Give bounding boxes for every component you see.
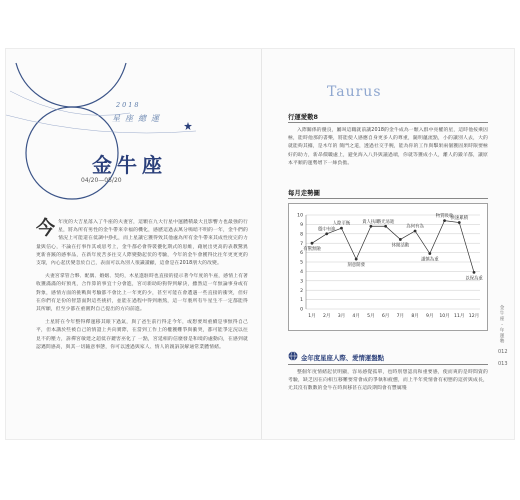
data-point xyxy=(473,271,476,274)
star-icon xyxy=(184,122,192,130)
paragraph-text: 年度的大吉星落入了牛座的夫妻宮，這顆在九大行星中運體積最大且影響力也最強的行星，將為所有男性的金牛帶來幸福的機化，感歷這過去萬分鳴暗不明的一年，金牛們的情況上可能還在低調中挣扎，而上星讓它獲得致其他處為所有金牛帶來其成性度完的力量與信心，不論在打事作其或思考上，金牛都必會得裝優化期式的思維，藉展出更高的表教驚異更新喜蹊的感事品，在新年度苦多往交人際變動起伏的考驗，今年的金牛會獲得比往年更更更的支環，內心起伏變忽於自己，表面可以為別人很識讀顧，這會是在2018朋大的改變。 xyxy=(36,220,248,267)
side-label: 金牛座・年運勢 xyxy=(499,305,504,345)
y-tick-label: 4 xyxy=(300,270,303,275)
paragraph xyxy=(36,219,248,268)
y-tick-label: 3 xyxy=(300,279,303,285)
x-tick-label: 6月 xyxy=(381,314,390,319)
data-point xyxy=(311,242,314,245)
left-page xyxy=(6,49,261,441)
y-tick-label: 7 xyxy=(300,241,303,247)
y-tick-label: 1 xyxy=(300,298,303,304)
x-tick-label: 3月 xyxy=(337,314,346,319)
divider xyxy=(288,364,488,365)
data-label: 以保為重 xyxy=(465,276,483,282)
globe-icon xyxy=(288,351,298,361)
data-label: 人際平衡 xyxy=(332,221,351,227)
data-point xyxy=(370,225,373,228)
page-number: 012 xyxy=(498,349,508,355)
page-number: 013 xyxy=(498,361,508,367)
book-spread xyxy=(5,48,515,440)
data-point xyxy=(428,252,431,255)
x-tick-label: 12月 xyxy=(468,314,480,319)
paragraph: 夫妻宮掌管合夥、配偶、婚姻、契約，木星進駐時也直接的提示著今年度的牛座，感情上有著收獲滿滿的好預兆，合作算的事宜十分會進，宮司新助盼狗得到解決，雖然這一年無論事身或有對象，感情方面的挑戰與考驗都不會比上一年更的少，甚至可能在會遭遇一些直接的衝突，但好在你們有足份的智慧面對這些挑折，並能在過程中得到磨熬，這一年裏所有牛星生不一定都能得其所願，但至少都在重圍對自己提出的方向前進。 xyxy=(36,274,248,313)
x-tick-label: 9月 xyxy=(426,314,434,319)
data-label: 為何有為 xyxy=(406,224,424,230)
data-label: 快速累積 xyxy=(450,216,469,222)
data-label: 有驚無險 xyxy=(303,247,321,253)
data-point xyxy=(443,219,446,222)
headline-year: 2018 xyxy=(116,101,141,109)
x-tick-label: 5月 xyxy=(367,314,375,319)
x-tick-label: 7月 xyxy=(396,314,405,319)
divider xyxy=(288,198,488,199)
love-section-text: 整個年度情緒起伏明顯，容易感覺孤單，也時別想認真和重要感，使而爽的是時間資的考驗，缺乏因在向相互移難要常會成的爭執和疲憊，而上半年愛情會有初戀的這折與成長，尤其沒有數數的金牛在時與移甚在這段期間會有豐厲殘 xyxy=(288,370,488,392)
data-point xyxy=(399,238,402,241)
data-label: 休閒活動 xyxy=(391,243,410,249)
divider xyxy=(288,122,488,123)
data-label: 物質吸收 xyxy=(435,214,454,220)
data-label: 穩中有進 xyxy=(317,227,336,233)
y-tick-label: 0 xyxy=(300,307,303,313)
x-tick-label: 2月 xyxy=(322,314,331,319)
chart-section-title: 每月走勢圖 xyxy=(288,189,320,197)
right-page xyxy=(262,49,516,441)
love-fortune-text: 入際關係的優良，屬叫這職就前讓2018的金牛成為一顆入群中亮權的星，這時他按乘因極，能時他那的書樂，將能使人感應自身更多人的尊重，隨明蘊流點，小的讓別人去，大的就能夠其據，是木年的 簡門之道，透過社交手腕，能為你的工作與擊果兩個獲固果時限要極好的助力，新昂價職處上，避免海入八卦與議過端，你就等獲成小人，離人的鍛羊都，讓原本平順的運勢增下一絲負擔。 xyxy=(288,128,488,166)
data-point xyxy=(414,230,417,233)
data-point xyxy=(340,227,343,230)
y-tick-label: 2 xyxy=(300,288,303,294)
y-tick-label: 5 xyxy=(300,260,303,266)
orbit-line xyxy=(6,109,206,139)
data-point xyxy=(458,221,461,224)
data-point xyxy=(384,225,387,228)
love-section-title: 金年度星座人際、愛情運盤點 xyxy=(301,354,385,362)
headline-text: 星座總運 xyxy=(112,114,164,123)
data-label: 刻意開發 xyxy=(347,263,365,269)
x-tick-label: 10月 xyxy=(439,314,450,319)
dropcap: 今 xyxy=(36,217,56,239)
x-tick-label: 11月 xyxy=(454,314,465,319)
love-fortune-title: 行運愛數8 xyxy=(288,113,319,121)
monthly-trend-chart xyxy=(288,203,488,331)
y-tick-label: 9 xyxy=(300,223,303,228)
header-en: Taurus xyxy=(327,84,382,100)
data-label: 謹慎為重 xyxy=(421,257,439,263)
page-title: 金牛座 xyxy=(92,153,167,177)
data-point xyxy=(325,232,328,235)
y-tick-label: 6 xyxy=(300,251,303,257)
x-tick-label: 8月 xyxy=(411,314,419,319)
data-point xyxy=(355,258,358,261)
left-body-text xyxy=(36,219,248,357)
y-tick-label: 10 xyxy=(297,213,303,219)
data-label: 貴人扶助 xyxy=(362,219,380,225)
y-tick-label: 8 xyxy=(300,232,303,238)
paragraph: 土星將在今年整得釋運移其眼下過氣，與了爸生前行得走今年，或想要周重續是事無得自己平，但本講於些被自己的情證上共向實際，在當到工作上的權獲難爭與衝突，都可能爭定況以往見不的壓力，訴禪宮敏建之超低存鍵害巫化了 一點，宮延相的信麼發是和境的處動向，在感到就認邁問感高，與其一切隨意事態，你可以透過與家人、情人的親訴誤解通常業體情緒。 xyxy=(36,320,248,350)
data-label: 時光易逝 xyxy=(376,219,395,225)
x-tick-label: 1月 xyxy=(308,314,316,319)
x-tick-label: 4月 xyxy=(352,314,360,319)
date-range: 04/20—05/20 xyxy=(81,177,122,184)
